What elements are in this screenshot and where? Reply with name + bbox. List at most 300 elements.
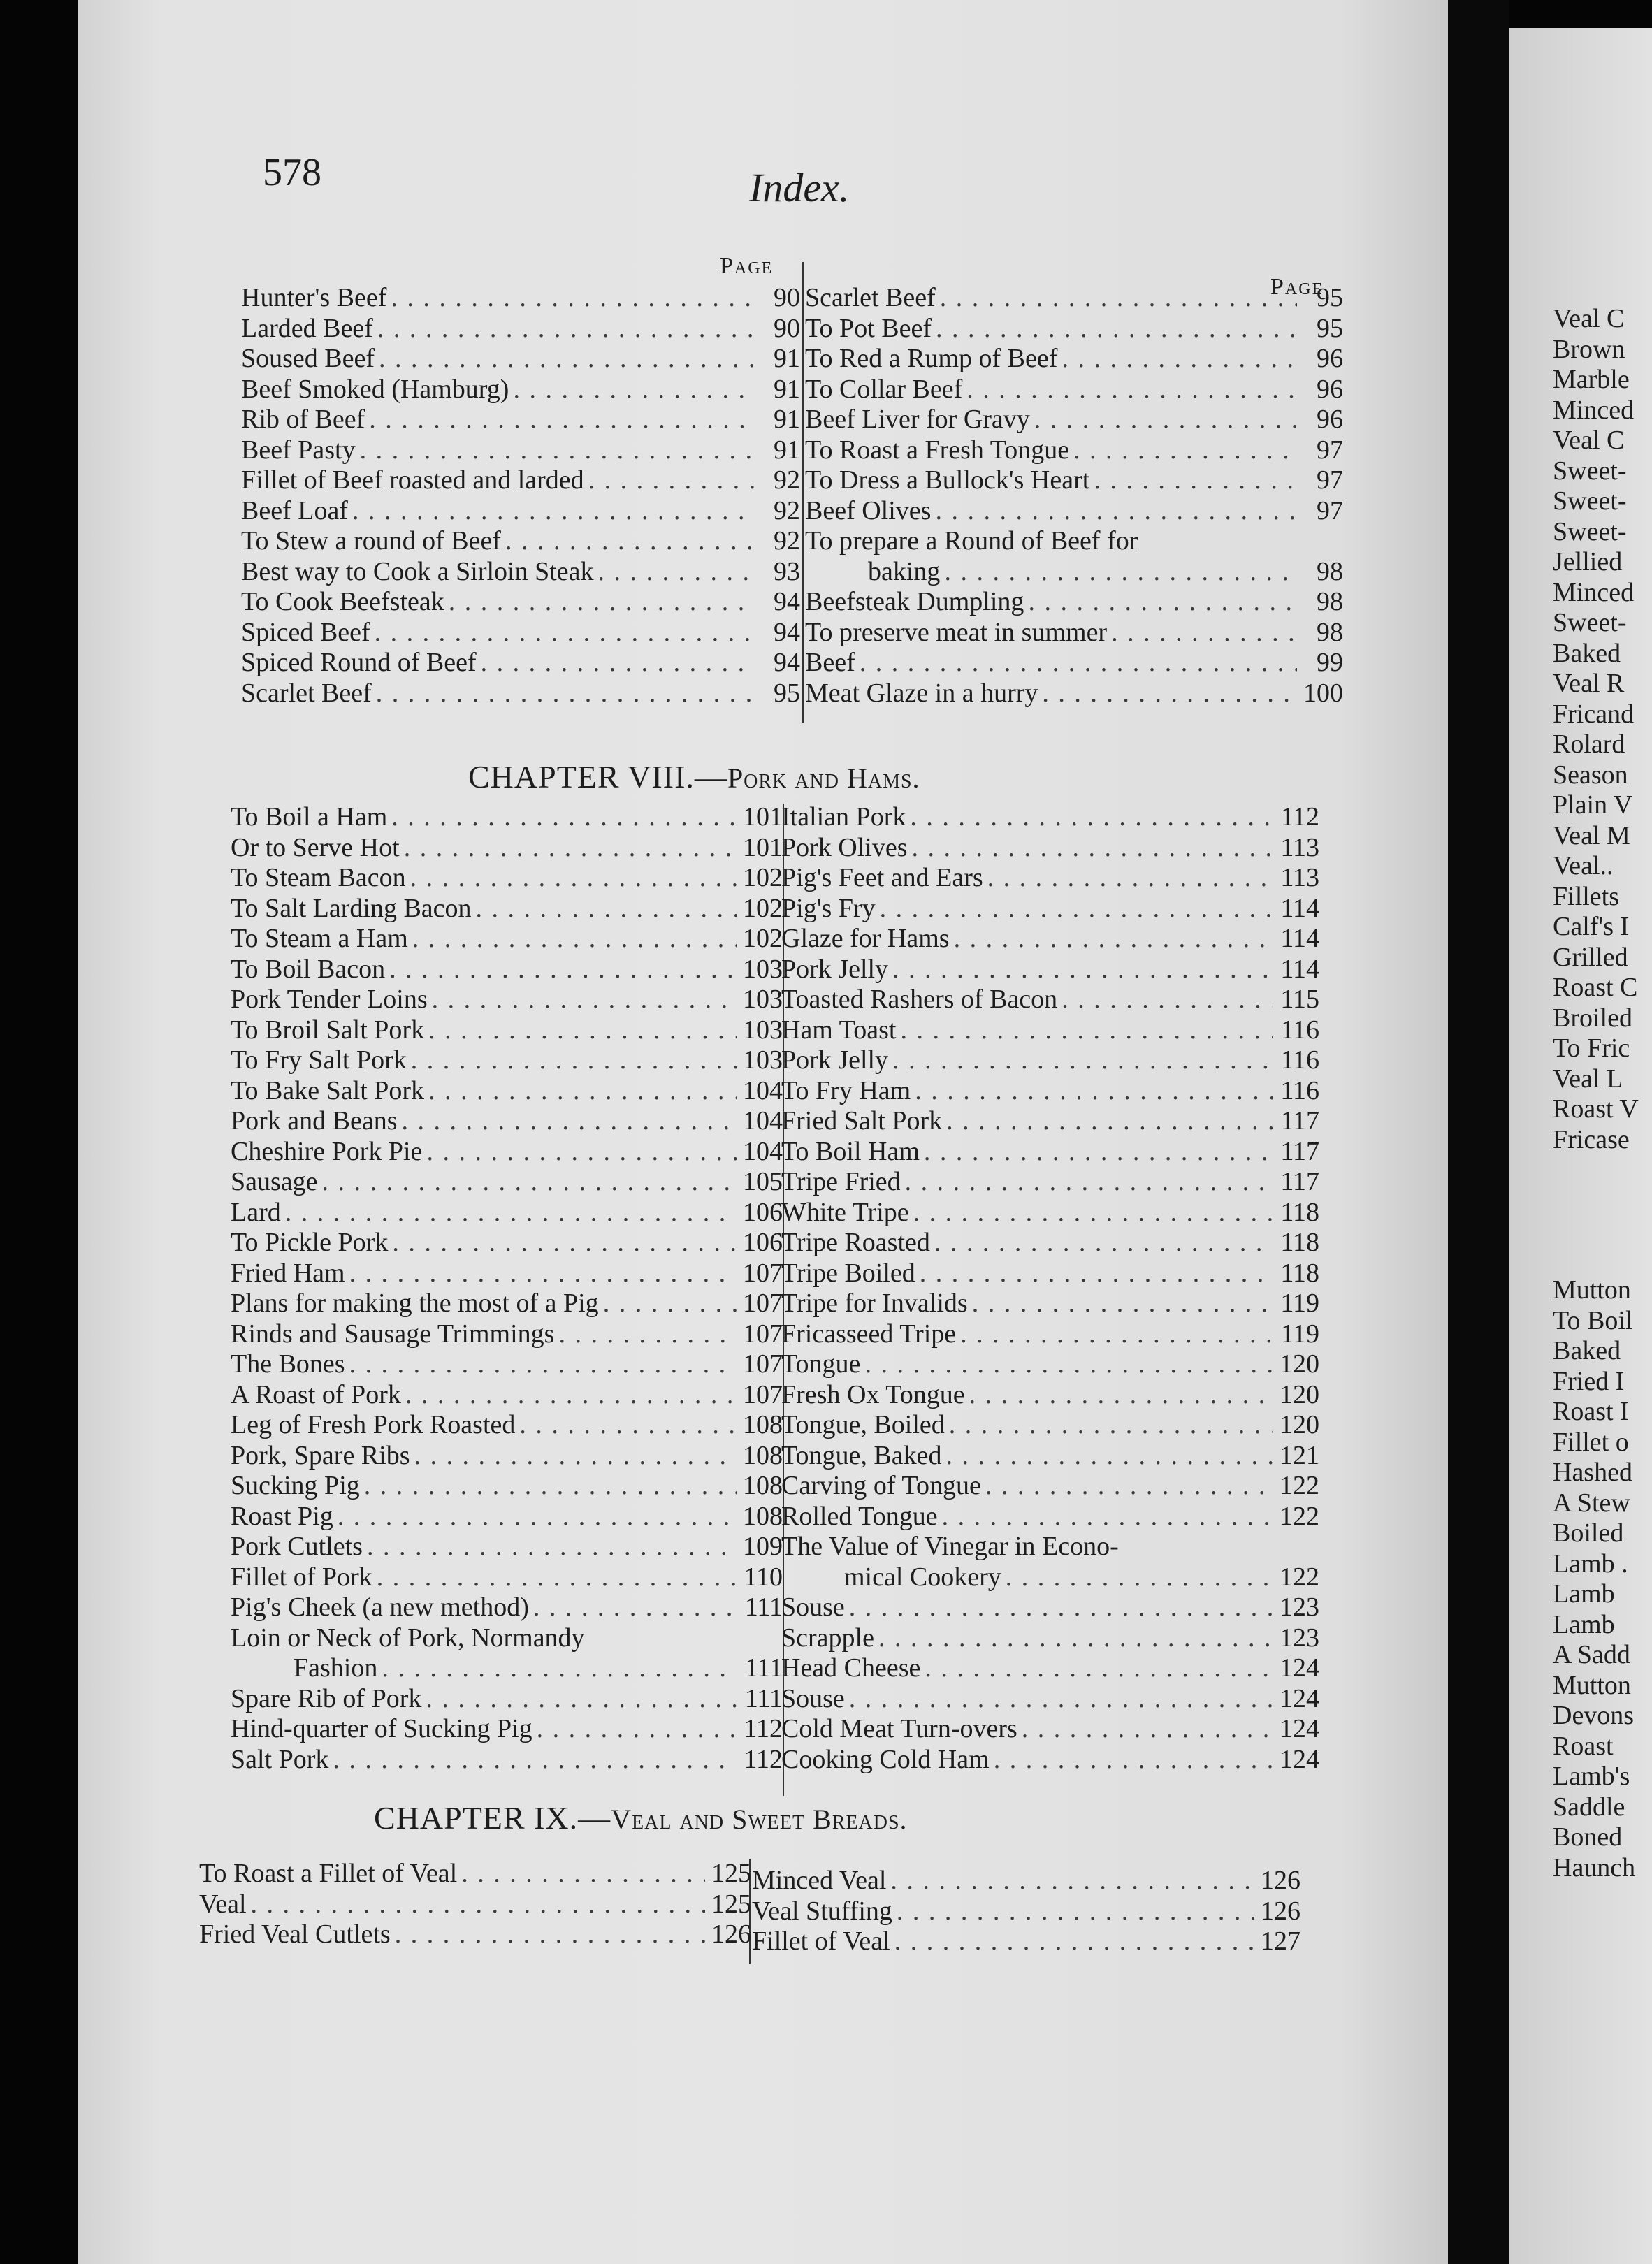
entry-page-number: 96	[1317, 344, 1343, 373]
entry-title: To prepare a Round of Beef for	[805, 526, 1138, 556]
entry-page-number: 107	[743, 1319, 783, 1349]
dot-leader	[994, 1745, 1273, 1776]
index-entry	[231, 863, 783, 894]
dot-leader	[375, 618, 754, 648]
facing-page-entry: Fillet o	[1553, 1427, 1629, 1457]
index-entry	[231, 924, 783, 955]
entry-page-number: 122	[1280, 1471, 1319, 1500]
entry-page-number: 92	[774, 495, 800, 525]
entry-title: Rib of Beef	[241, 405, 365, 434]
entry-title: Pork Tender Loins	[231, 985, 428, 1014]
dot-leader	[395, 1920, 705, 1950]
index-entry	[231, 1076, 783, 1107]
entry-title: Spiced Beef	[241, 617, 370, 647]
index-entry	[781, 1137, 1319, 1168]
entry-title: To Broil Salt Pork	[231, 1015, 425, 1045]
entry-page-number: 125	[711, 1859, 751, 1888]
dot-leader	[934, 1228, 1273, 1258]
index-entry	[241, 526, 800, 557]
facing-page-entry: Veal M	[1553, 820, 1630, 850]
facing-page-entry: Lamb's	[1553, 1762, 1630, 1791]
dot-leader	[558, 1319, 737, 1350]
entry-title: Ham Toast	[781, 1015, 897, 1045]
facing-page-entry: Season	[1553, 760, 1628, 790]
dot-leader	[920, 1258, 1273, 1289]
index-entry	[231, 1319, 783, 1350]
entry-page-number: 91	[774, 344, 800, 373]
entry-title: Beef	[805, 648, 855, 677]
dot-leader	[404, 833, 737, 864]
chapter-9-title: Veal and Sweet Breads.	[611, 1804, 908, 1835]
entry-page-number: 98	[1317, 587, 1343, 616]
dot-leader	[913, 1198, 1273, 1228]
index-entry	[781, 833, 1319, 864]
dot-leader	[1028, 587, 1297, 618]
entry-page-number: 110	[744, 1562, 783, 1592]
index-entry	[231, 1137, 783, 1168]
entry-title: Fried Salt Pork	[781, 1106, 943, 1135]
entry-title: Best way to Cook a Sirloin Steak	[241, 556, 594, 586]
index-entry	[241, 648, 800, 679]
facing-page-entry: A Stew	[1553, 1488, 1630, 1518]
entry-page-number: 102	[743, 863, 783, 892]
facing-page-entry: Hashed	[1553, 1458, 1632, 1487]
entry-title: Beef Loaf	[241, 495, 348, 525]
index-entry	[231, 1471, 783, 1502]
index-entry	[805, 618, 1343, 648]
dot-leader	[410, 863, 737, 894]
entry-page-number: 122	[1280, 1501, 1319, 1531]
facing-page-entry: Haunch	[1553, 1852, 1636, 1882]
dot-leader	[428, 1076, 737, 1107]
index-entry	[805, 405, 1343, 435]
entry-page-number: 95	[774, 678, 800, 708]
entry-page-number: 107	[743, 1289, 783, 1318]
index-entry	[781, 1441, 1319, 1472]
facing-page-entry: A Sadd	[1553, 1640, 1630, 1669]
facing-page-entry: Sweet-	[1553, 456, 1627, 486]
entry-page-number: 108	[743, 1440, 783, 1470]
facing-page-entry: Calf's I	[1553, 912, 1630, 941]
entry-page-number: 124	[1280, 1714, 1319, 1743]
entry-page-number: 122	[1280, 1562, 1319, 1592]
entry-title: Pork and Beans	[231, 1106, 398, 1135]
entry-title: Fillet of Beef roasted and larded	[241, 465, 584, 495]
dot-leader	[915, 1076, 1273, 1107]
entry-title: Spiced Round of Beef	[241, 648, 477, 677]
dot-leader	[935, 496, 1297, 527]
entry-title: Beef Smoked (Hamburg)	[241, 374, 509, 404]
entry-title: To Steam Bacon	[231, 863, 406, 892]
entry-page-number: 94	[774, 587, 800, 616]
chapter-9-heading	[374, 1799, 908, 1836]
index-entry	[231, 1623, 783, 1654]
entry-page-number: 96	[1317, 374, 1343, 404]
entry-title: Hind-quarter of Sucking Pig	[231, 1714, 532, 1743]
entry-page-number: 124	[1280, 1744, 1319, 1774]
facing-page-entry: Saddle	[1553, 1792, 1625, 1822]
entry-page-number: 116	[1280, 1045, 1319, 1075]
entry-page-number: 98	[1317, 556, 1343, 586]
chapter-8-heading	[468, 758, 920, 795]
entry-title: Pig's Feet and Ears	[781, 863, 983, 892]
entry-title: Cheshire Pork Pie	[231, 1136, 423, 1166]
index-entry	[752, 1896, 1300, 1927]
dot-leader	[426, 1684, 737, 1715]
index-entry	[199, 1889, 751, 1920]
entry-title: To Roast a Fresh Tongue	[805, 435, 1070, 465]
entry-title: Scarlet Beef	[805, 283, 936, 312]
entry-page-number: 112	[744, 1744, 783, 1774]
facing-page-entry: Sweet-	[1553, 486, 1627, 516]
entry-page-number: 126	[1261, 1866, 1300, 1895]
dot-leader	[1006, 1562, 1273, 1593]
index-entry	[781, 1653, 1319, 1684]
index-entry	[781, 1684, 1319, 1715]
index-entry	[231, 1562, 783, 1593]
entry-page-number: 94	[774, 617, 800, 647]
dot-leader	[411, 1045, 737, 1076]
dot-leader	[878, 1623, 1273, 1654]
dot-leader	[960, 1319, 1273, 1350]
dot-leader	[849, 1592, 1273, 1623]
dot-leader	[912, 833, 1274, 864]
entry-page-number: 95	[1317, 283, 1343, 312]
entry-title: Fricasseed Tripe	[781, 1319, 957, 1349]
entry-page-number: 91	[774, 405, 800, 434]
index-entry	[781, 894, 1319, 924]
entry-page-number: 120	[1280, 1410, 1319, 1439]
index-entry	[781, 1471, 1319, 1502]
index-entry	[781, 1623, 1319, 1654]
entry-title: Fried Ham	[231, 1258, 345, 1288]
dot-leader	[382, 1653, 737, 1684]
entry-title: Larded Beef	[241, 313, 373, 343]
facing-page-entry: Baked	[1553, 1336, 1621, 1365]
entry-title: To Fry Salt Pork	[231, 1045, 407, 1075]
entry-title: To Stew a round of Beef	[241, 526, 501, 556]
entry-title: Fillet of Pork	[231, 1562, 372, 1592]
dot-leader	[942, 1502, 1273, 1532]
entry-page-number: 107	[743, 1258, 783, 1288]
facing-page-entry: Boiled	[1553, 1518, 1624, 1548]
entry-title: baking	[868, 556, 941, 586]
entry-title: Beef Pasty	[241, 435, 356, 465]
facing-page-entry: Marble	[1553, 365, 1630, 394]
entry-title: Fresh Ox Tongue	[781, 1379, 965, 1409]
entry-page-number: 114	[1280, 954, 1319, 984]
entry-page-number: 105	[743, 1167, 783, 1196]
entry-page-number: 106	[743, 1197, 783, 1227]
dot-leader	[598, 557, 754, 588]
dot-leader	[349, 1349, 737, 1380]
index-entry	[241, 618, 800, 648]
facing-page-entry: Jellied	[1553, 547, 1623, 576]
dot-leader	[392, 1228, 737, 1258]
column-divider	[802, 262, 804, 723]
entry-title: Lard	[231, 1197, 281, 1227]
facing-page-entry: Veal R	[1553, 669, 1625, 698]
facing-page-entry: Grilled	[1553, 942, 1628, 972]
entry-page-number: 120	[1280, 1349, 1319, 1379]
index-entry	[781, 1562, 1319, 1593]
dot-leader	[944, 557, 1297, 588]
dot-leader	[322, 1167, 737, 1198]
facing-page-entry: Mutton	[1553, 1275, 1631, 1305]
entry-title: Pork Olives	[781, 832, 908, 862]
index-entry	[241, 405, 800, 435]
dot-leader	[461, 1859, 705, 1889]
entry-title: Pork Jelly	[781, 1045, 889, 1075]
entry-title: Tripe Boiled	[781, 1258, 915, 1288]
entry-title: Tongue	[781, 1349, 861, 1379]
dot-leader	[333, 1745, 737, 1776]
page-column-label-left: Page	[720, 253, 774, 279]
dot-leader	[513, 375, 754, 405]
entry-page-number: 91	[774, 374, 800, 404]
dot-leader	[377, 1562, 737, 1593]
dot-leader	[966, 375, 1297, 405]
entry-title: Roast Pig	[231, 1501, 333, 1531]
dot-leader	[890, 1866, 1254, 1896]
entry-title: Minced Veal	[752, 1866, 887, 1895]
dot-leader	[936, 314, 1297, 344]
dot-leader	[364, 1471, 737, 1502]
facing-page-entry: Fried I	[1553, 1366, 1625, 1396]
facing-page-entry: To Fric	[1553, 1033, 1630, 1063]
facing-page-entry: Boned	[1553, 1822, 1623, 1852]
entry-title: Beef Olives	[805, 495, 932, 525]
entry-page-number: 112	[1280, 802, 1319, 832]
entry-title: To Boil a Ham	[231, 802, 388, 832]
entry-title: A Roast of Pork	[231, 1379, 401, 1409]
index-entry	[231, 802, 783, 833]
index-entry	[231, 1745, 783, 1776]
entry-page-number: 116	[1280, 1015, 1319, 1045]
entry-title: The Bones	[231, 1349, 345, 1379]
entry-title: Pork Cutlets	[231, 1532, 363, 1561]
dot-leader	[894, 1926, 1254, 1957]
dot-leader	[1042, 679, 1297, 709]
entry-page-number: 94	[774, 648, 800, 677]
entry-page-number: 108	[743, 1410, 783, 1439]
index-entry	[781, 985, 1319, 1015]
entry-title: To Cook Beefsteak	[241, 587, 444, 616]
index-entry	[781, 1198, 1319, 1228]
index-entry	[231, 1441, 783, 1472]
index-entry	[241, 283, 800, 314]
index-entry	[781, 1380, 1319, 1411]
entry-title: The Value of Vinegar in Econo-	[781, 1532, 1119, 1561]
index-entry	[781, 1745, 1319, 1776]
chapter-9-number: CHAPTER IX.—	[374, 1800, 611, 1836]
index-entry	[805, 587, 1343, 618]
dot-leader	[892, 955, 1273, 985]
facing-page-entry: To Boil	[1553, 1305, 1633, 1335]
index-entry	[231, 1653, 783, 1684]
dot-leader	[476, 894, 737, 924]
entry-page-number: 121	[1280, 1440, 1319, 1470]
dot-leader	[391, 802, 737, 833]
page-column-label-right: Page	[1270, 274, 1324, 300]
entry-title: Sausage	[231, 1167, 318, 1196]
entry-page-number: 112	[744, 1714, 783, 1743]
dot-leader	[892, 1045, 1273, 1076]
dot-leader	[849, 1684, 1273, 1715]
entry-page-number: 111	[744, 1653, 783, 1683]
page-number: 578	[263, 151, 321, 194]
index-entry	[781, 1349, 1319, 1380]
index-entry	[805, 344, 1343, 375]
index-entry	[805, 283, 1343, 314]
dot-leader	[905, 1167, 1273, 1198]
entry-title: Sucking Pig	[231, 1471, 360, 1500]
entry-page-number: 126	[1261, 1896, 1300, 1926]
index-entry	[231, 1592, 783, 1623]
entry-page-number: 119	[1280, 1289, 1319, 1318]
entry-page-number: 104	[743, 1136, 783, 1166]
facing-page-entry: Roast V	[1553, 1094, 1639, 1124]
entry-page-number: 118	[1280, 1228, 1319, 1257]
index-entry	[781, 1502, 1319, 1532]
index-entry	[781, 1714, 1319, 1745]
dot-leader	[349, 1258, 737, 1289]
entry-title: Pig's Fry	[781, 893, 876, 923]
index-entry	[241, 375, 800, 405]
entry-page-number: 118	[1280, 1197, 1319, 1227]
index-entry	[805, 435, 1343, 466]
entry-title: To Salt Larding Bacon	[231, 893, 472, 923]
index-entry	[781, 863, 1319, 894]
entry-page-number: 98	[1317, 617, 1343, 647]
facing-page-entry: Devons	[1553, 1701, 1635, 1730]
dot-leader	[897, 1896, 1254, 1927]
entry-page-number: 92	[774, 526, 800, 556]
entry-title: To Pot Beef	[805, 313, 932, 343]
dot-leader	[405, 1380, 737, 1411]
entry-page-number: 101	[743, 802, 783, 832]
entry-page-number: 116	[1280, 1075, 1319, 1105]
entry-title: To Steam a Ham	[231, 924, 408, 953]
entry-page-number: 90	[774, 313, 800, 343]
entry-page-number: 123	[1280, 1592, 1319, 1622]
entry-title: Meat Glaze in a hurry	[805, 678, 1038, 708]
entry-page-number: 108	[743, 1501, 783, 1531]
entry-page-number: 114	[1280, 924, 1319, 953]
entry-title: Leg of Fresh Pork Roasted	[231, 1410, 516, 1439]
entry-page-number: 103	[743, 1045, 783, 1075]
entry-title: Souse	[781, 1592, 845, 1622]
dot-leader	[1022, 1714, 1273, 1745]
dot-leader	[360, 435, 754, 466]
dot-leader	[389, 955, 737, 985]
entry-title: Loin or Neck of Pork, Normandy	[231, 1623, 585, 1653]
facing-page-entry: Plain V	[1553, 790, 1633, 820]
entry-page-number: 103	[743, 985, 783, 1014]
dot-leader	[352, 496, 754, 527]
dot-leader	[954, 924, 1273, 955]
entry-page-number: 100	[1303, 678, 1343, 708]
entry-page-number: 126	[711, 1920, 751, 1949]
entry-page-number: 96	[1317, 405, 1343, 434]
dot-leader	[402, 1106, 737, 1137]
entry-page-number: 113	[1280, 832, 1319, 862]
entry-title: Tongue, Boiled	[781, 1410, 945, 1439]
entry-title: Pork Jelly	[781, 954, 889, 984]
running-head: Index.	[749, 165, 850, 210]
entry-title: Fashion	[294, 1653, 378, 1683]
entry-page-number: 99	[1317, 648, 1343, 677]
chapter-9-index-right	[752, 1866, 1300, 1957]
index-entry	[231, 1714, 783, 1745]
index-entry	[231, 1380, 783, 1411]
dot-leader	[1034, 405, 1297, 435]
index-entry	[781, 1167, 1319, 1198]
entry-page-number: 125	[711, 1889, 751, 1919]
entry-title: To Fry Ham	[781, 1075, 911, 1105]
facing-page-entry: Lamb	[1553, 1579, 1615, 1609]
index-entry	[231, 833, 783, 864]
index-entry	[781, 1592, 1319, 1623]
facing-page-entry: Veal L	[1553, 1064, 1623, 1094]
facing-page-entry: Veal C	[1553, 304, 1625, 333]
entry-page-number: 92	[774, 465, 800, 495]
entry-title: Toasted Rashers of Bacon	[781, 985, 1058, 1014]
entry-page-number: 104	[743, 1106, 783, 1135]
entry-title: Souse	[781, 1683, 845, 1713]
facing-page-entry: Fricand	[1553, 699, 1635, 729]
facing-page	[1509, 28, 1652, 2264]
index-entry	[805, 526, 1343, 557]
index-entry	[781, 1532, 1319, 1562]
index-entry	[241, 557, 800, 588]
entry-title: Soused Beef	[241, 344, 375, 373]
facing-page-entry: Sweet-	[1553, 516, 1627, 546]
entry-title: Tripe Roasted	[781, 1228, 930, 1257]
dot-leader	[519, 1410, 737, 1441]
entry-page-number: 106	[743, 1228, 783, 1257]
entry-page-number: 101	[743, 832, 783, 862]
facing-page-entry: Rolard	[1553, 730, 1625, 759]
entry-page-number: 93	[774, 556, 800, 586]
dot-leader	[533, 1592, 737, 1623]
entry-title: Beefsteak Dumpling	[805, 587, 1024, 616]
index-entry	[241, 679, 800, 709]
dot-leader	[412, 924, 737, 955]
index-entry	[231, 1349, 783, 1380]
dot-leader	[603, 1289, 737, 1319]
dot-leader	[910, 802, 1273, 833]
facing-page-entry: Mutton	[1553, 1670, 1631, 1700]
dot-leader	[1062, 344, 1297, 375]
beef-index-right	[805, 283, 1343, 709]
entry-title: To Collar Beef	[805, 374, 963, 404]
index-entry	[781, 1410, 1319, 1441]
entry-page-number: 91	[774, 435, 800, 465]
entry-page-number: 95	[1317, 313, 1343, 343]
dot-leader	[367, 1532, 737, 1562]
index-entry	[231, 1228, 783, 1258]
facing-page-entry: Veal..	[1553, 851, 1614, 880]
index-entry	[805, 465, 1343, 496]
dot-leader	[864, 1349, 1273, 1380]
dot-leader	[391, 283, 754, 314]
beef-index-left	[241, 283, 800, 709]
facing-page-list-2	[1509, 1275, 1635, 1883]
entry-title: Spare Rib of Pork	[231, 1683, 422, 1713]
entry-page-number: 124	[1280, 1683, 1319, 1713]
entry-title: To Pickle Pork	[231, 1228, 389, 1257]
